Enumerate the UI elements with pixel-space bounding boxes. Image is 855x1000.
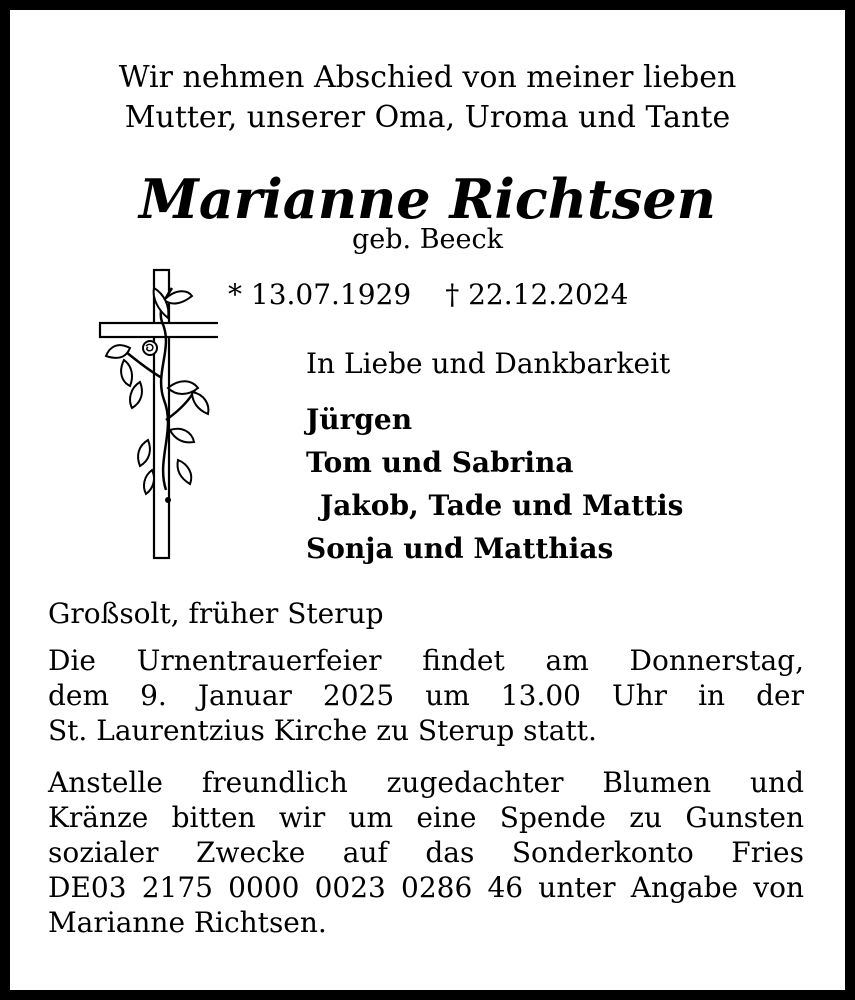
ceremony-paragraph xyxy=(48,643,804,748)
donation-line: DE03 2175 0000 0023 0286 46 unter Angabe von xyxy=(48,871,804,904)
mourners-list xyxy=(306,398,683,570)
donation-line: Marianne Richtsen. xyxy=(48,906,327,939)
location-line: Großsolt, früher Sterup xyxy=(48,597,384,630)
birth-date: * 13.07.1929 xyxy=(228,278,412,311)
life-dates xyxy=(228,278,628,312)
intro-line-2: Mutter, unserer Oma, Uroma und Tante xyxy=(124,100,731,135)
donation-line: Anstelle freundlich zugedachter Blumen und xyxy=(48,766,804,799)
ceremony-line: St. Laurentzius Kirche zu Sterup statt. xyxy=(48,714,597,747)
cross-with-rose-icon xyxy=(88,260,218,560)
birth-name: geb. Beeck xyxy=(352,224,503,255)
ceremony-line: Die Urnentrauerfeier findet am Donnerstag, xyxy=(48,644,804,677)
mourner-entry: Tom und Sabrina xyxy=(306,446,574,479)
intro-line-1: Wir nehmen Abschied von meiner lieben xyxy=(118,60,737,95)
obituary-notice xyxy=(10,10,845,990)
mourner-entry: Jürgen xyxy=(306,403,413,436)
donation-line: Kränze bitten wir um eine Spende zu Gunsten xyxy=(48,801,804,834)
intro-text xyxy=(10,58,845,138)
mourner-entry: Jakob, Tade und Mattis xyxy=(320,489,684,522)
ceremony-line: dem 9. Januar 2025 um 13.00 Uhr in der xyxy=(48,679,804,712)
closing-line: In Liebe und Dankbarkeit xyxy=(306,347,671,380)
deceased-name: Marianne Richtsen xyxy=(139,167,716,231)
death-date: † 22.12.2024 xyxy=(445,278,629,311)
donation-paragraph xyxy=(48,765,804,940)
mourner-entry: Sonja und Matthias xyxy=(306,532,614,565)
donation-line: sozialer Zwecke auf das Sonderkonto Fries xyxy=(48,836,804,869)
